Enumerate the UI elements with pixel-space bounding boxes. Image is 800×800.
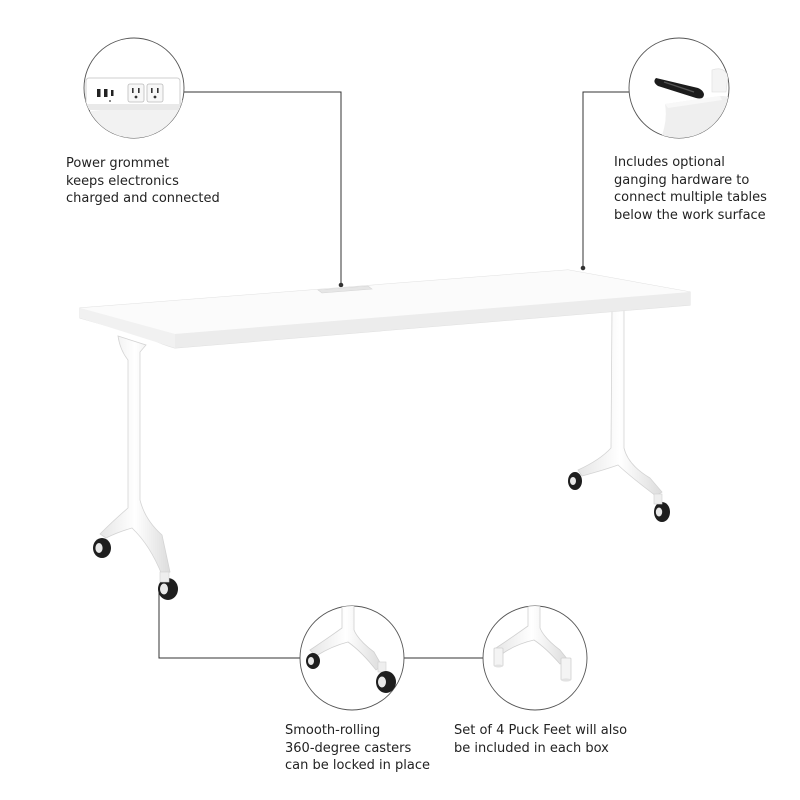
table-top [80,270,690,348]
power-grommet-caption [66,155,220,208]
caption-line: Includes optional [614,155,725,170]
puck-foot-icon [494,648,503,668]
callout-lines [159,92,629,658]
left-leg [93,336,178,600]
caption-line: Set of 4 Puck Feet will also [454,723,628,738]
caster-wheel-icon [654,494,670,522]
puck-foot-icon [561,658,571,682]
puck-detail-circle [483,600,587,710]
caption-line: ganging hardware to [614,172,750,188]
casters-caption [285,722,430,775]
ganging-hardware-caption [614,154,767,224]
caption-line: below the work surface [614,207,766,223]
caption-line: be included in each box [454,740,609,756]
puck-feet-caption [454,722,627,757]
caption-line: Power grommet [66,156,170,171]
power-grommet-icon [86,78,180,110]
ganging-callout-dot [581,266,585,270]
caption-line: keeps electronics [66,173,179,189]
caster-wheel-icon [306,653,320,669]
right-leg [568,308,670,522]
flip-top-table [80,270,690,600]
caption-line: connect multiple tables [614,190,767,205]
caster-detail-circle [300,600,404,710]
caster-callout-line [159,590,300,658]
grommet-detail-circle [84,38,184,140]
grommet-callout-dot [339,283,343,287]
caster-wheel-icon [568,472,582,490]
caster-wheel-icon [93,538,111,558]
caption-line: Smooth-rolling [285,723,381,738]
caption-line: can be locked in place [285,758,430,773]
caption-line: 360-degree casters [285,740,412,756]
caster-wheel-icon [158,572,178,600]
caption-line: charged and connected [66,191,220,206]
ganging-detail-circle [629,38,735,140]
